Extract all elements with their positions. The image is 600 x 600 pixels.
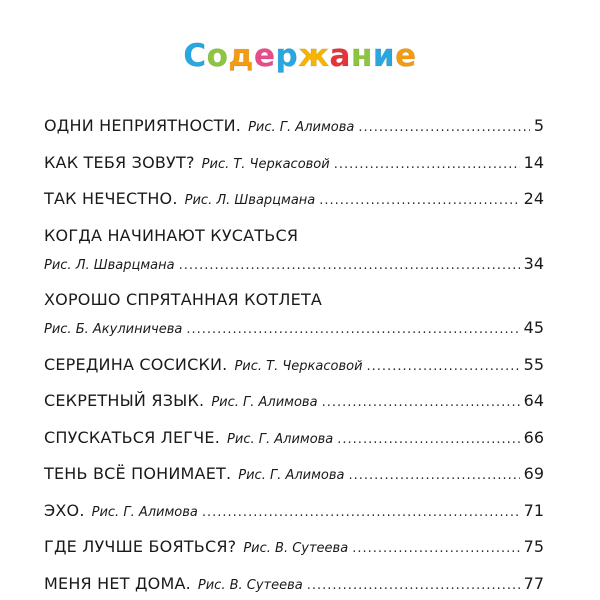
- illustrator-credit: Рис. Л. Шварцмана: [184, 193, 316, 208]
- page-number: 66: [523, 427, 544, 447]
- toc-entry[interactable]: [44, 185, 544, 213]
- heading-letter: и: [372, 38, 396, 74]
- heading-letter: о: [206, 38, 229, 74]
- dot-leader: [202, 499, 520, 527]
- toc-entry[interactable]: [44, 222, 544, 278]
- toc-entry[interactable]: [44, 460, 544, 488]
- story-title: ХОРОШО СПРЯТАННАЯ КОТЛЕТА: [44, 290, 323, 309]
- toc-entry[interactable]: [44, 424, 544, 452]
- heading-letter: е: [395, 38, 417, 74]
- illustrator-credit: Рис. В. Сутеева: [197, 577, 303, 593]
- toc-entry[interactable]: [44, 112, 544, 140]
- page-number: 55: [523, 354, 544, 374]
- toc-entry[interactable]: [44, 286, 544, 342]
- toc-entry[interactable]: [44, 533, 544, 561]
- illustrator-credit: Рис. Т. Черкасовой: [201, 156, 330, 172]
- illustrator-credit: Рис. Г. Алимова: [91, 504, 198, 520]
- page-number: 45: [523, 318, 544, 337]
- toc-entry[interactable]: [44, 497, 544, 525]
- heading-letter: ж: [298, 38, 330, 74]
- story-title: КАК ТЕБЯ ЗОВУТ?: [44, 152, 195, 172]
- page-number: 14: [523, 152, 544, 172]
- dot-leader: [349, 462, 520, 490]
- toc-entry[interactable]: [44, 149, 544, 177]
- page-heading: [0, 32, 600, 80]
- heading-letter: С: [183, 38, 207, 74]
- page-number: 75: [523, 537, 544, 556]
- illustrator-credit: Рис. В. Сутеева: [243, 541, 349, 556]
- dot-leader: [334, 151, 520, 179]
- page-number: 24: [523, 189, 544, 208]
- illustrator-credit: Рис. Г. Алимова: [238, 468, 345, 483]
- story-title: ГДЕ ЛУЧШЕ БОЯТЬСЯ?: [44, 537, 237, 556]
- story-title: ТЕНЬ ВСЁ ПОНИМАЕТ.: [44, 464, 232, 483]
- heading-letter: н: [350, 38, 373, 74]
- story-title: ЭХО.: [44, 500, 85, 520]
- story-title: СЕКРЕТНЫЙ ЯЗЫК.: [44, 391, 205, 410]
- dot-leader: [307, 572, 520, 600]
- page-number: 64: [523, 391, 544, 410]
- dot-leader: [358, 114, 529, 142]
- dot-leader: [322, 389, 520, 417]
- dot-leader: [186, 316, 519, 344]
- dot-leader: [352, 535, 519, 563]
- story-title: СПУСКАТЬСЯ ЛЕГЧЕ.: [44, 427, 221, 447]
- illustrator-credit: Рис. Г. Алимова: [211, 395, 318, 410]
- illustrator-credit: Рис. Г. Алимова: [248, 120, 355, 135]
- illustrator-credit: Рис. Б. Акулиничева: [44, 322, 183, 337]
- heading-letter: р: [275, 38, 299, 74]
- toc-entry[interactable]: [44, 387, 544, 415]
- page-number: 71: [523, 500, 544, 520]
- illustrator-credit: Рис. Т. Черкасовой: [234, 358, 363, 374]
- dot-leader: [319, 187, 519, 215]
- heading-letter: е: [253, 38, 276, 74]
- illustrator-credit: Рис. Г. Алимова: [227, 431, 334, 447]
- heading-letter: а: [329, 38, 351, 74]
- page-number: 5: [533, 116, 544, 135]
- dot-leader: [367, 353, 520, 381]
- toc-entry[interactable]: [44, 351, 544, 379]
- toc-entry[interactable]: [44, 570, 544, 598]
- story-title: ОДНИ НЕПРИЯТНОСТИ.: [44, 116, 242, 135]
- story-title: КОГДА НАЧИНАЮТ КУСАТЬСЯ: [44, 225, 299, 245]
- heading-letter: д: [228, 38, 254, 74]
- page-number: 34: [523, 253, 544, 273]
- story-title: МЕНЯ НЕТ ДОМА.: [44, 573, 191, 593]
- dot-leader: [337, 426, 519, 454]
- page-number: 69: [523, 464, 544, 483]
- story-title: ТАК НЕЧЕСТНО.: [44, 189, 178, 208]
- dot-leader: [179, 252, 520, 280]
- page-number: 77: [523, 573, 544, 593]
- story-title: СЕРЕДИНА СОСИСКИ.: [44, 354, 228, 374]
- illustrator-credit: Рис. Л. Шварцмана: [44, 257, 175, 273]
